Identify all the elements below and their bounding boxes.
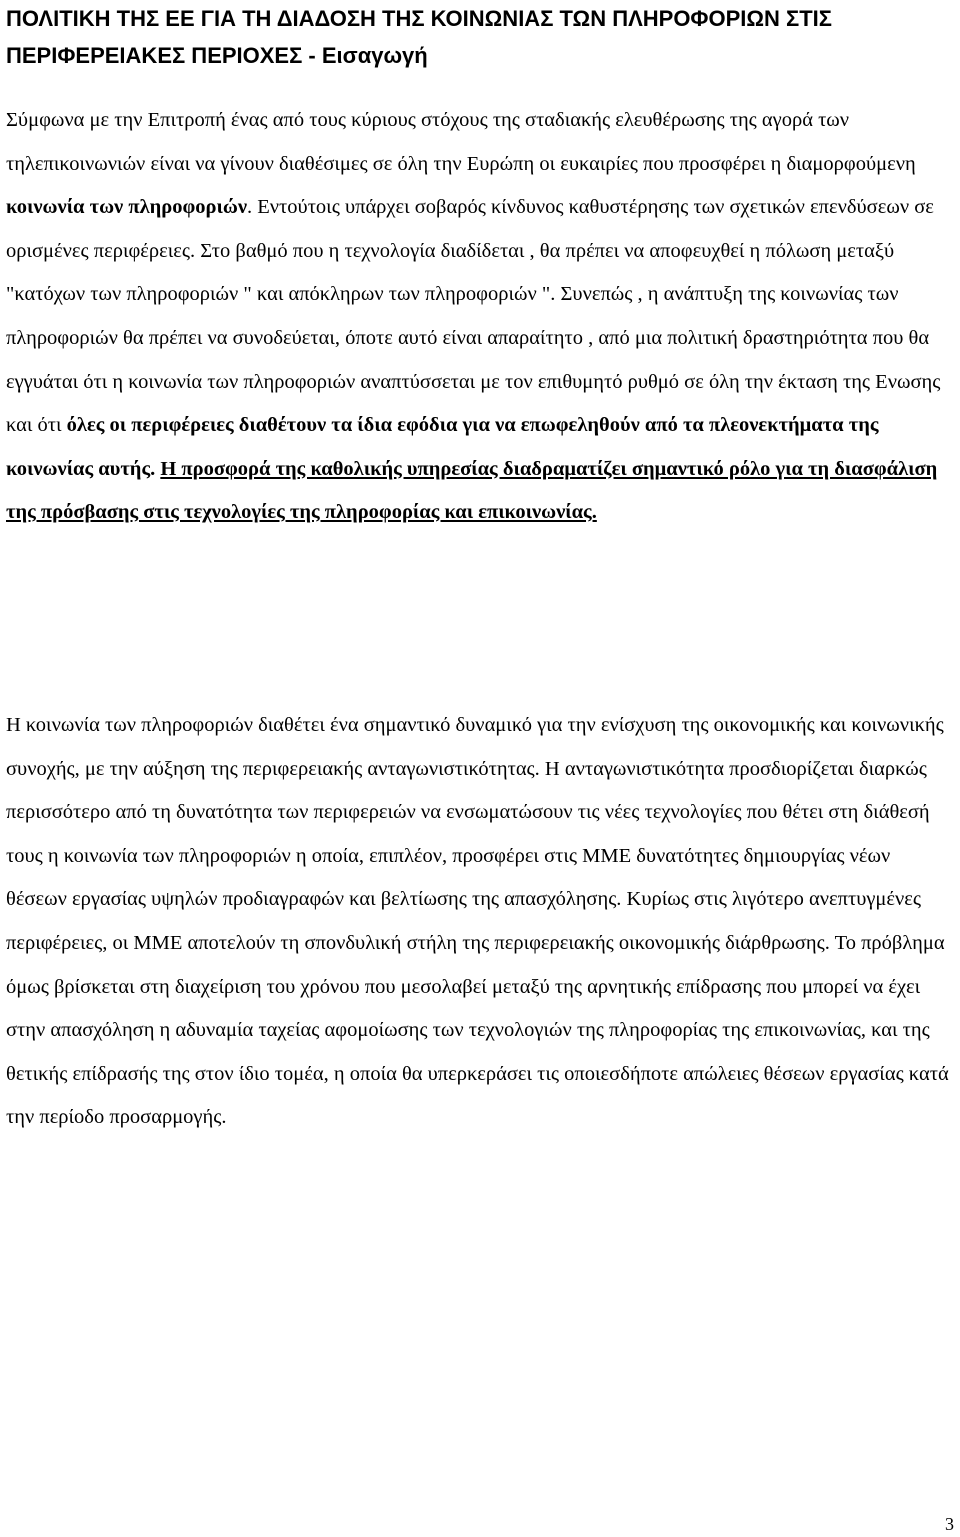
paragraph-intro-emphasis-2: όλες οι περιφέρειες διαθέτουν τα ίδια εφόδια για να επωφεληθούν από τα πλεονεκτήματα της κοινωνίας αυτής.: [6, 414, 879, 480]
paragraph-intro-emphasis-1: κοινωνία των πληροφοριών: [6, 196, 248, 219]
paragraph-competitiveness: Η κοινωνία των πληροφοριών διαθέτει ένα σημαντικό δυναμικό για την ενίσχυση της οικονομικής και κοινωνικής συνοχής, με την αύξηση της περιφερειακής ανταγωνιστικότητας. Η ανταγωνιστικότητα προσδιορίζεται διαρκώς περισσότερο από τη δυνατότητα των περιφερειών να ενσωματώσουν τις νέες τεχνολογίες που θέτει στη διάθεσή τους η κοινωνία των πληροφοριών η οποία, επιπλέον, προσφέρει στις ΜΜΕ δυνατότητες δημιουργίας νέων θέσεων εργασίας υψηλών προδιαγραφών και βελτίωσης της απασχόλησης. Κυρίως στις λιγότερο ανεπτυγμένες περιφέρειες, οι ΜΜΕ αποτελούν τη σπονδυλική στήλη της περιφερειακής οικονομικής διάρθρωσης. Το πρόβλημα όμως βρίσκεται στη διαχείριση του χρόνου που μεσολαβεί μεταξύ της αρνητικής επίδρασης που μπορεί να έχει στην απασχόληση η αδυναμία ταχείας αφομοίωσης των τεχνολογιών της πληροφορίας της επικοινωνίας, και της θετικής επίδρασής της στον ίδιο τομέα, η οποία θα υπερκεράσει τις οποιεσδήποτε απώλειες θέσεων εργασίας κατά την περίοδο προσαρμογής.: [6, 714, 949, 1129]
paragraph-intro: [6, 99, 956, 535]
document-title: ΠΟΛΙΤΙΚΗ ΤΗΣ ΕΕ ΓΙΑ ΤΗ ΔΙΑΔΟΣΗ ΤΗΣ ΚΟΙΝΩΝΙΑΣ ΤΩΝ ΠΛΗΡΟΦΟΡΙΩΝ ΣΤΙΣ ΠΕΡΙΦΕΡΕΙΑΚΕΣ ΠΕΡΙΟΧΕΣ - Εισαγωγή: [6, 6, 832, 68]
page-number: 3: [945, 1514, 954, 1534]
paragraph-intro-text-2: . Εντούτοις υπάρχει σοβαρός κίνδυνος καθυστέρησης των σχετικών επενδύσεων σε ορισμένες περιφέρειες. Στο βαθμό που η τεχνολογία διαδίδεται , θα πρέπει να αποφευχθεί η πόλωση μεταξύ "κατόχων των πληροφοριών " και απόκληρων των πληροφοριών ". Συνεπώς , η ανάπτυξη της κοινωνίας των πληροφοριών θα πρέπει να συνοδεύεται, όποτε αυτό είναι απαραίτητο , από μια πολιτική δραστηριότητα που θα εγγυάται ότι η κοινωνία των πληροφοριών αναπτύσσεται με τον επιθυμητό ρυθμό σε όλη την έκταση της Ενωσης και ότι: [6, 196, 941, 437]
paragraph-intro-emphasis-3: Η προσφορά της καθολικής υπηρεσίας διαδραματίζει σημαντικό ρόλο για τη διασφάλιση της πρόσβασης στις τεχνολογίες της πληροφορίας και επικοινωνίας.: [6, 457, 938, 524]
paragraph-intro-text-1: Σύμφωνα με την Επιτροπή ένας από τους κύριους στόχους της σταδιακής ελευθέρωσης της αγορά των τηλεπικοινωνιών είναι να γίνουν διαθέσιμες σε όλη την Ευρώπη οι ευκαιρίες που προσφέρει η διαμορφούμενη: [6, 109, 916, 175]
